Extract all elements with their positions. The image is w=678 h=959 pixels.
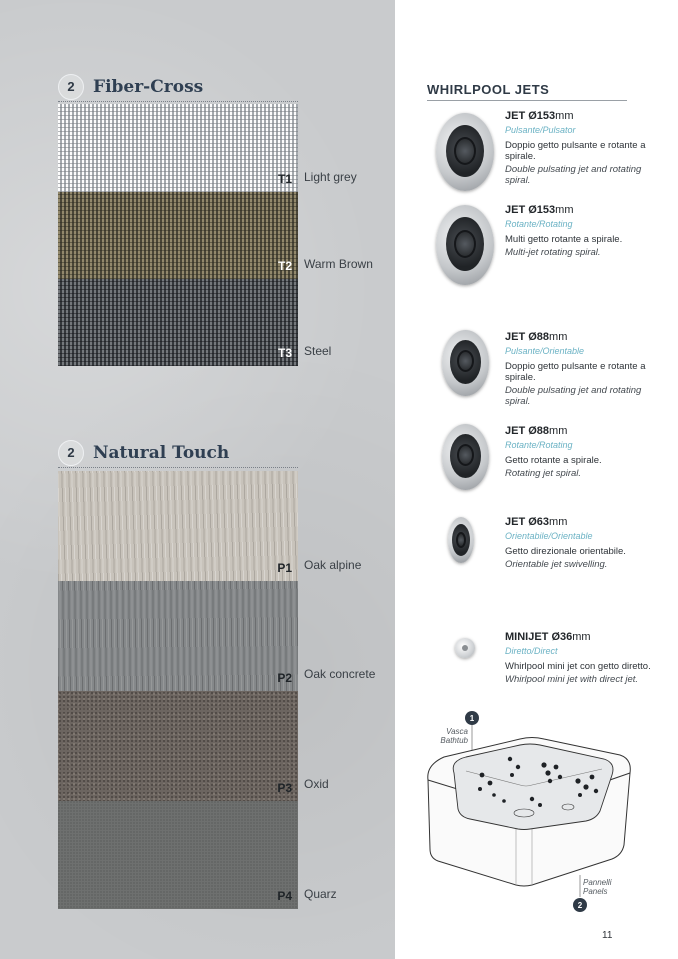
- jet-description: [505, 631, 665, 686]
- swatch-name: Oxid: [304, 777, 329, 791]
- swatch-p3: [58, 691, 298, 801]
- jet-title: JET Ø88mm: [505, 425, 568, 437]
- natural-touch-heading: [58, 438, 298, 468]
- swatch-code: P3: [277, 781, 292, 795]
- jet-title: JET Ø88mm: [505, 331, 568, 343]
- jet-description: [505, 516, 665, 571]
- jet-type: Rotante/Rotating: [505, 439, 573, 450]
- jet-description: [505, 425, 665, 480]
- swatch-name: Oak alpine: [304, 558, 362, 572]
- jet-title: MINIJET Ø36mm: [505, 631, 591, 643]
- jet-type: Rotante/Rotating: [505, 218, 573, 229]
- callout-2-badge: 2: [573, 898, 587, 912]
- jet-type: Orientabile/Orientable: [505, 530, 593, 541]
- page-number: 11: [602, 930, 613, 941]
- jet-description: [505, 331, 665, 408]
- jet-type: Pulsante/Orientable: [505, 345, 585, 356]
- callout-1-label: Vasca Bathtub: [440, 727, 468, 746]
- jet-nozzle-icon: [442, 424, 489, 490]
- swatch-code: P1: [277, 561, 292, 575]
- section-number-badge: 2: [58, 74, 84, 100]
- section-number-badge: 2: [58, 440, 84, 466]
- swatch-code: P2: [277, 671, 292, 685]
- section-title: Fiber-Cross: [93, 76, 204, 97]
- jet-text-en: Multi-jet rotating spiral.: [505, 246, 601, 258]
- minijet-nozzle-icon: [455, 638, 475, 658]
- jet-text-it: Multi getto rotante a spirale.: [505, 233, 623, 245]
- swatch-name: Steel: [304, 344, 332, 358]
- jet-text-it: Doppio getto pulsante e rotante a spirale.: [505, 360, 646, 383]
- jet-text-it: Getto direzionale orientabile.: [505, 545, 626, 557]
- jet-text-en: Orientable jet swivelling.: [505, 558, 608, 570]
- jet-text-en: Rotating jet spiral.: [505, 467, 582, 479]
- jet-title: JET Ø153mm: [505, 204, 574, 216]
- swatch-code: T2: [277, 259, 292, 273]
- jet-nozzle-icon: [436, 205, 494, 285]
- swatch-p1: [58, 471, 298, 581]
- swatch-p4: [58, 801, 298, 909]
- swatch-p2: [58, 581, 298, 691]
- jet-description: [505, 110, 665, 187]
- jet-text-en: Whirlpool mini jet with direct jet.: [505, 673, 639, 685]
- fiber-cross-heading: [58, 72, 298, 102]
- jet-type: Pulsante/Pulsator: [505, 124, 576, 135]
- swatch-t3: [58, 279, 298, 366]
- swatch-name: Quarz: [304, 887, 337, 901]
- jet-text-it: Doppio getto pulsante e rotante a spirale.: [505, 139, 646, 162]
- swatch-code: T1: [277, 172, 292, 186]
- swatch-code: P4: [277, 889, 292, 903]
- jet-text-it: Whirlpool mini jet con getto diretto.: [505, 660, 651, 672]
- jet-nozzle-icon: [448, 517, 474, 563]
- whirlpool-jets-title: WHIRLPOOL JETS: [427, 82, 627, 101]
- jet-nozzle-icon: [436, 113, 494, 191]
- jet-type: Diretto/Direct: [505, 645, 558, 656]
- section-title: Natural Touch: [93, 442, 230, 463]
- jet-text-en: Double pulsating jet and rotating spiral.: [505, 163, 642, 186]
- swatch-t1: [58, 104, 298, 192]
- swatch-t2: [58, 192, 298, 279]
- swatch-name: Warm Brown: [304, 257, 373, 271]
- jet-text-it: Getto rotante a spirale.: [505, 454, 602, 466]
- swatch-name: Light grey: [304, 170, 357, 184]
- jet-title: JET Ø153mm: [505, 110, 574, 122]
- jet-description: [505, 204, 665, 259]
- callout-2-label: Pannelli Panels: [583, 878, 612, 897]
- swatch-code: T3: [277, 346, 292, 360]
- jet-text-en: Double pulsating jet and rotating spiral.: [505, 384, 642, 407]
- jet-title: JET Ø63mm: [505, 516, 568, 528]
- callout-1-badge: 1: [465, 711, 479, 725]
- jet-nozzle-icon: [442, 330, 489, 396]
- swatch-name: Oak concrete: [304, 667, 376, 681]
